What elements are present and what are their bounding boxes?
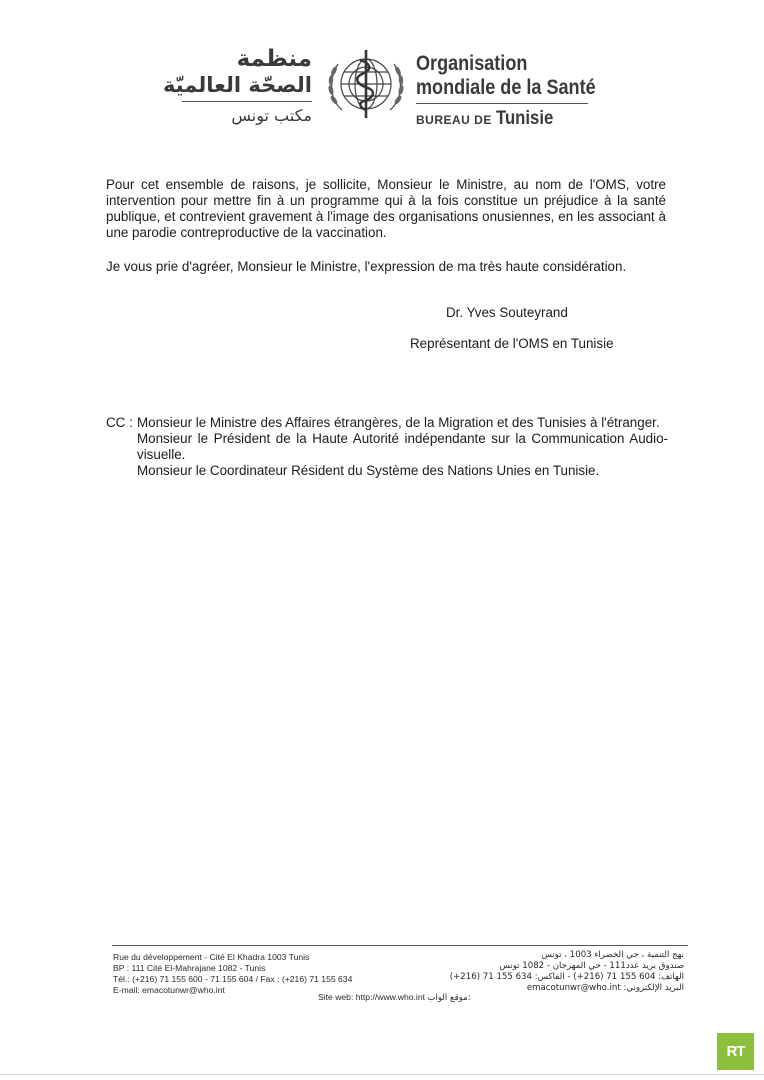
footer-phone-line-ar: الهاتف: 604 155 71 (216+) - الفاكس: 634 155 71 (216+) [449, 972, 684, 982]
body-paragraph-request: Pour cet ensemble de raisons, je sollicite, Monsieur le Ministre, au nom de l'OMS, votre intervention pour mettre fin à un programme qui à la fois constitue un préjudice à la santé publique, et contrevient gravement à l'image des organisations onusiennes, en les associant à une parodie contreproductive de la vaccination. [106, 177, 666, 240]
footer-website [318, 992, 471, 1003]
footer-address-line-ar: صندوق بريد عدد111 - حي المهرجان - 1082 تونس [499, 961, 684, 971]
letterhead-arabic [163, 46, 312, 126]
letterhead-bureau-country: Tunisie [496, 108, 554, 129]
rt-watermark-logo [717, 1033, 754, 1070]
letterhead-bureau-prefix: BUREAU DE [416, 113, 492, 127]
footer-email-line: E-mail: emacotunwr@who.int [113, 985, 225, 995]
letterhead-arabic-line2: الصحّة العالميّة [162, 73, 312, 97]
cc-block [106, 415, 668, 479]
who-emblem-icon [322, 44, 410, 124]
signatory-title: Représentant de l'OMS en Tunisie [410, 336, 614, 351]
letterhead-org-name: Organisation [416, 52, 528, 75]
cc-recipient: Monsieur le Président de la Haute Autorité indépendante sur la Communication Audio-visuelle. [137, 431, 668, 462]
cc-label: CC : [106, 415, 133, 430]
signatory-name: Dr. Yves Souteyrand [446, 305, 568, 320]
letterhead-arabic-office: مكتب تونس [231, 106, 312, 125]
page-bottom-edge [0, 1074, 764, 1075]
footer-website-url: Site web: http://www.who.int [318, 992, 425, 1002]
footer-address-line-ar: نهج التنمية ، حي الخضراء 1003 ، تونس [541, 950, 684, 960]
footer-divider [112, 945, 688, 946]
rt-watermark-text: RT [726, 1043, 745, 1060]
letterhead-french [416, 52, 625, 130]
letterhead-arabic-divider [182, 101, 312, 102]
footer-address-line: Rue du développement - Cité El Khadra 1003 Tunis [113, 952, 310, 962]
footer-address-line: BP : 111 Cité El-Mahrajane 1082 - Tunis [113, 963, 266, 973]
body-paragraph-closing: Je vous prie d'agréer, Monsieur le Ministre, l'expression de ma très haute considération. [106, 259, 627, 274]
cc-recipient: Monsieur le Ministre des Affaires étrangères, de la Migration et des Tunisies à l'étranger. [137, 415, 660, 430]
letterhead-arabic-line1: منظمة [236, 46, 312, 72]
footer-email-line-ar: البريد الإلكتروني: emacotunwr@who.int [526, 983, 684, 993]
letterhead-bureau [416, 108, 625, 130]
footer-phone-line: Tél.: (+216) 71 155 600 - 71 155 604 / Fax : (+216) 71 155 634 [113, 974, 353, 984]
letterhead-org-name-line2: mondiale de la Santé [416, 76, 596, 99]
letterhead-french-divider [416, 103, 588, 104]
cc-recipient-list [137, 415, 668, 479]
footer-website-label-ar: موقع الواب: [427, 993, 471, 1003]
footer-address-arabic [450, 950, 684, 994]
cc-recipient: Monsieur le Coordinateur Résident du Système des Nations Unies en Tunisie. [137, 463, 600, 478]
footer-address-french [113, 952, 352, 996]
